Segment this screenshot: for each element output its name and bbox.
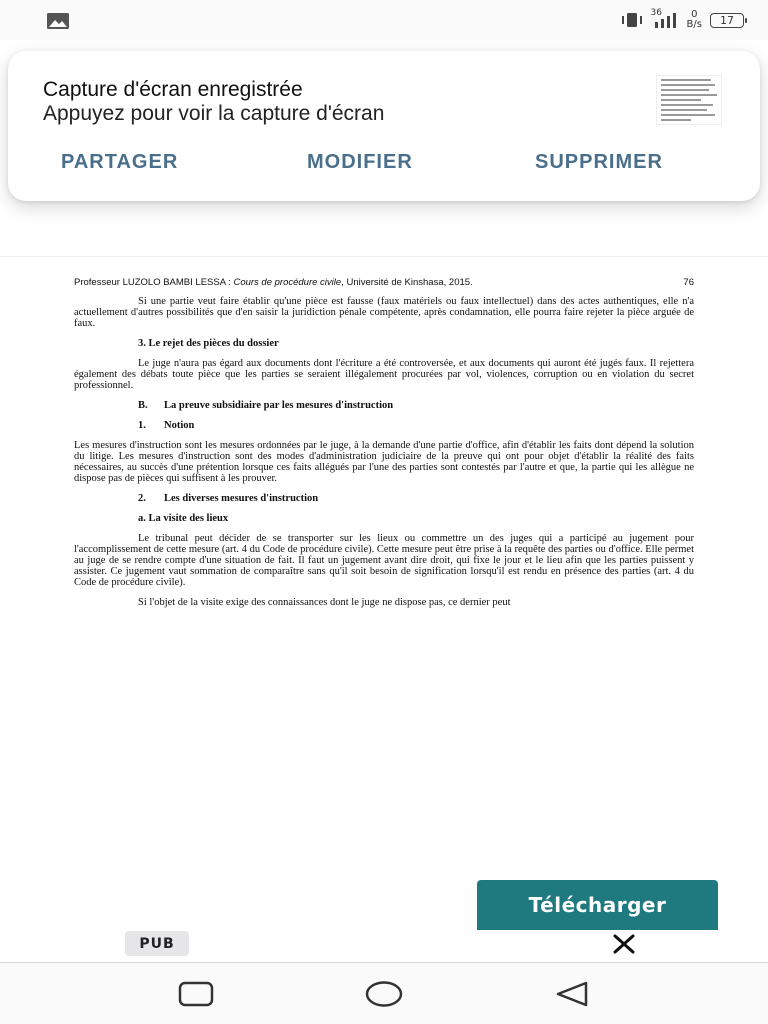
battery-icon [710,13,744,28]
close-ad-icon[interactable] [610,931,638,957]
status-bar [0,0,768,40]
navigation-bar [0,963,768,1024]
signal-label: 36 [650,8,662,18]
network-speed [687,10,702,30]
screenshot-notification[interactable] [8,51,760,201]
battery-level: 17 [720,13,734,27]
notification-subtitle: Appuyez pour voir la capture d'écran [43,102,385,125]
back-triangle-icon[interactable] [552,979,592,1009]
section-title: Notion [164,420,195,431]
paragraph: Si une partie veut faire établir qu'une pièce est fausse (faux matériels ou faux intellectuel) dans des actes authentiques, elle n'a actuellement d'autres possibilités que d'en saisir la juridiction pénale compétente, après condamnation, elle pourra faire rejeter la pièce arguée de faux. [74,296,694,329]
section-heading [138,420,694,431]
paragraph: Le tribunal peut décider de se transporter sur les lieux ou commettre un des juges qui a participé au jugement pour l'accomplissement de cette mesure (art. 4 du Code de procédure civile). Cette mesure peut être prise à la requête des parties ou d'office. Elle permet au juge de se rendre compte d'une situation de fait. Il faut un jugement avant dire droit, qui fixe le jour et le lieu afin que les parties puissent y assister. Ce jugement vaut sommation de comparaître sans qu'il soit besoin de signification lorsqu'il est rendu en présence des parties (art. 4 du Code de procédure civile). [74,533,694,588]
section-number: B. [138,400,148,411]
signal-icon [651,10,679,30]
gallery-icon [46,12,70,30]
section-title: La preuve subsidiaire par les mesures d'instruction [164,400,394,411]
paragraph: Si l'objet de la visite exige des connaissances dont le juge ne dispose pas, ce dernier peut [138,597,511,608]
section-heading [138,493,694,504]
paragraph: Les mesures d'instruction sont les mesures ordonnées par le juge, à la demande d'une partie d'office, afin d'établir les faits dont dépend la solution du litige. Les mesures d'instruction sont des modes d'administration judiciaire de la preuve qui ont pour objet d'établir la réalité des faits nécessaires, au succès d'une prétention lorsque ces faits allégués par l'une des parties sont contestés par l'autre et que, la partie qui les allègue ne dispose pas de pièces qui suffisent à les prouver. [74,440,694,484]
document-content [74,277,694,608]
notification-actions [8,151,760,181]
delete-button[interactable]: SUPPRIMER [535,151,663,173]
section-number: 1. [138,420,146,431]
section-heading: a. La visite des lieux [138,513,229,524]
recents-square-icon[interactable] [176,979,216,1009]
home-circle-icon[interactable] [364,979,404,1009]
page-number: 76 [683,277,694,288]
header-author: Professeur LUZOLO BAMBI LESSA : [74,277,234,288]
section-heading: 3. Le rejet des pièces du dossier [138,338,279,349]
status-icons [621,8,744,32]
edit-button[interactable]: MODIFIER [307,151,413,173]
header-rest: , Université de Kinshasa, 2015. [341,277,473,288]
share-button[interactable]: PARTAGER [61,151,179,173]
vibrate-icon [621,12,643,28]
network-speed-value: 0 [691,9,698,20]
section-number: 2. [138,493,146,504]
section-title: Les diverses mesures d'instruction [164,493,319,504]
document-page[interactable] [0,256,768,649]
notification-title: Capture d'écran enregistrée [43,78,303,101]
document-header [74,277,694,288]
section-heading [138,400,694,411]
paragraph: Le juge n'aura pas égard aux documents dont l'écriture a été controversée, et aux documents qui auront été jugés faux. Il rejettera également des débats toute pièce que les parties se seraient illégalement procurées par vol, violences, corruption ou en violation du secret professionnel. [74,358,694,391]
download-button[interactable]: Télécharger [477,880,718,930]
header-course: Cours de procédure civile [233,277,342,288]
screenshot-thumbnail[interactable] [656,75,722,125]
ad-badge: PUB [125,931,189,956]
network-speed-unit: B/s [686,19,702,30]
